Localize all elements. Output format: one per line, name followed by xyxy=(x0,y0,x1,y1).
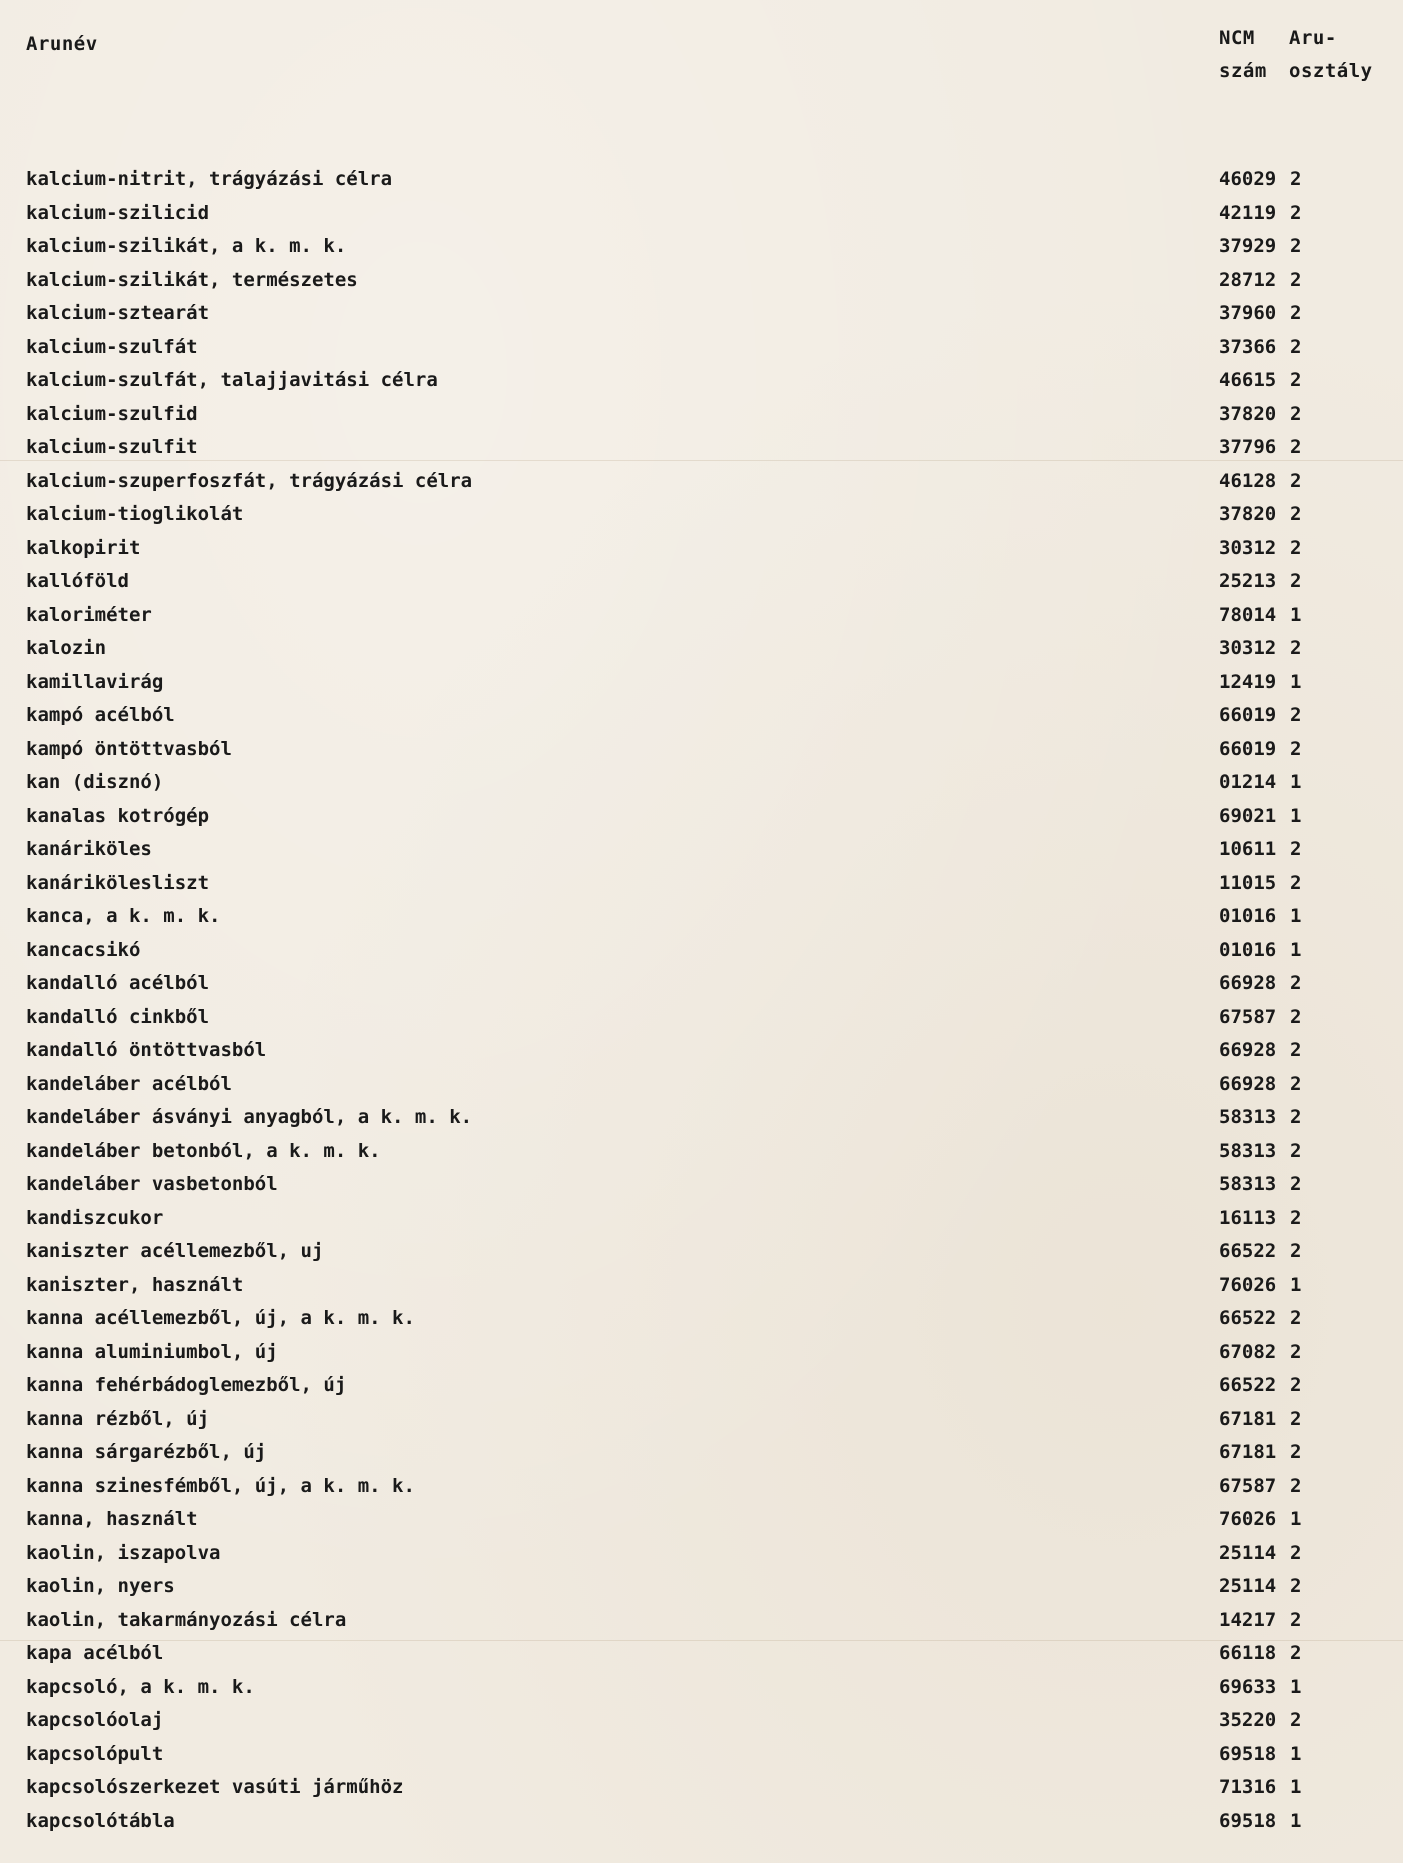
product-name: kaloriméter xyxy=(26,603,152,626)
ncm-number: 67181 xyxy=(1219,1441,1277,1463)
product-name: kampó öntöttvasból xyxy=(26,737,232,760)
product-class: 2 xyxy=(1290,1642,1302,1664)
list-item xyxy=(26,331,1366,365)
list-item xyxy=(26,197,1366,231)
product-class: 2 xyxy=(1290,1474,1302,1497)
product-class: 2 xyxy=(1290,1608,1302,1631)
list-item xyxy=(26,565,1366,599)
ncm-number: 37366 xyxy=(1219,335,1277,358)
product-name: kancacsikó xyxy=(26,938,141,961)
product-name: kalcium-sztearát xyxy=(26,302,210,324)
column-header-ncm-line2: szám xyxy=(1219,60,1267,82)
list-item xyxy=(26,1135,1366,1169)
list-item xyxy=(26,1503,1366,1537)
product-name: kaolin, takarmányozási célra xyxy=(26,1608,347,1631)
product-name: kalcium-szulfid xyxy=(26,402,198,425)
product-name: kandiszcukor xyxy=(26,1206,164,1229)
product-name: kapcsolóolaj xyxy=(26,1709,164,1731)
list-item xyxy=(26,1537,1366,1571)
list-item xyxy=(26,833,1366,867)
ncm-number: 35220 xyxy=(1219,1709,1277,1731)
column-header-class-line2: osztály xyxy=(1289,60,1373,82)
ncm-number: 30312 xyxy=(1219,536,1277,559)
product-name: kandeláber acélból xyxy=(26,1072,232,1095)
list-item xyxy=(26,398,1366,432)
list-item xyxy=(26,1403,1366,1437)
product-class: 2 xyxy=(1290,1307,1302,1329)
product-name: kalcium-szilicid xyxy=(26,201,210,224)
list-item xyxy=(26,1704,1366,1738)
product-class: 2 xyxy=(1290,1240,1302,1262)
ncm-number: 16113 xyxy=(1219,1206,1277,1229)
product-name: kandeláber ásványi anyagból, a k. m. k. xyxy=(26,1106,473,1128)
product-class: 2 xyxy=(1290,972,1302,994)
product-name: kaniszter, használt xyxy=(26,1273,244,1296)
ncm-number: 66522 xyxy=(1219,1374,1277,1396)
ncm-number: 58313 xyxy=(1219,1173,1277,1195)
product-class: 2 xyxy=(1290,235,1302,257)
list-item xyxy=(26,699,1366,733)
ncm-number: 28712 xyxy=(1219,268,1277,291)
product-name: kapa acélból xyxy=(26,1642,164,1664)
product-name: kalcium-szulfát xyxy=(26,335,198,358)
ncm-number: 46615 xyxy=(1219,369,1277,391)
list-item xyxy=(26,1001,1366,1035)
list-item xyxy=(26,1771,1366,1805)
column-header-ncm-line1: NCM xyxy=(1219,27,1255,49)
list-item xyxy=(26,532,1366,566)
product-class: 2 xyxy=(1290,503,1302,525)
ncm-number: 78014 xyxy=(1219,603,1277,626)
list-item xyxy=(26,800,1366,834)
product-name: kandalló öntöttvasból xyxy=(26,1039,267,1061)
product-class: 1 xyxy=(1290,603,1302,626)
list-item xyxy=(26,900,1366,934)
product-class: 2 xyxy=(1290,1407,1302,1430)
product-class: 2 xyxy=(1290,536,1302,559)
list-item xyxy=(26,733,1366,767)
product-name: kalcium-nitrit, trágyázási célra xyxy=(26,168,393,190)
ncm-number: 01016 xyxy=(1219,905,1277,927)
ncm-number: 66928 xyxy=(1219,1072,1277,1095)
product-name: kandeláber betonból, a k. m. k. xyxy=(26,1139,381,1162)
list-item xyxy=(26,1570,1366,1604)
ncm-number: 46128 xyxy=(1219,469,1277,492)
product-class: 2 xyxy=(1290,1206,1302,1229)
ncm-number: 67587 xyxy=(1219,1474,1277,1497)
ncm-number: 10611 xyxy=(1219,838,1277,860)
list-item xyxy=(26,1436,1366,1470)
product-class: 1 xyxy=(1290,1508,1302,1530)
product-name: kapcsolópult xyxy=(26,1742,164,1765)
product-name: kanna aluminiumbol, új xyxy=(26,1340,278,1363)
product-class: 1 xyxy=(1290,938,1302,961)
ncm-number: 69633 xyxy=(1219,1675,1277,1698)
ncm-number: 37820 xyxy=(1219,503,1277,525)
ncm-number: 76026 xyxy=(1219,1273,1277,1296)
product-name: kanna sárgarézből, új xyxy=(26,1441,267,1463)
product-class: 2 xyxy=(1290,469,1302,492)
product-name: kalcium-tioglikolát xyxy=(26,503,244,525)
ncm-number: 58313 xyxy=(1219,1139,1277,1162)
list-item xyxy=(26,1637,1366,1671)
list-item xyxy=(26,230,1366,264)
list-item xyxy=(26,1302,1366,1336)
ncm-number: 37820 xyxy=(1219,402,1277,425)
product-class: 2 xyxy=(1290,1072,1302,1095)
ncm-number: 69021 xyxy=(1219,804,1277,827)
ncm-number: 66118 xyxy=(1219,1642,1277,1664)
list-item xyxy=(26,1470,1366,1504)
ncm-number: 14217 xyxy=(1219,1608,1277,1631)
product-name: kanca, a k. m. k. xyxy=(26,905,221,927)
product-class: 1 xyxy=(1290,1675,1302,1698)
product-class: 2 xyxy=(1290,838,1302,860)
ncm-number: 66019 xyxy=(1219,704,1277,726)
product-name: kanalas kotrógép xyxy=(26,804,210,827)
product-name: kandalló cinkből xyxy=(26,1005,210,1028)
product-class: 2 xyxy=(1290,1374,1302,1396)
product-name: kapcsolószerkezet vasúti járműhöz xyxy=(26,1776,404,1798)
list-item xyxy=(26,297,1366,331)
product-class: 1 xyxy=(1290,804,1302,827)
column-header-class-line1: Aru- xyxy=(1289,27,1337,49)
product-name: kandeláber vasbetonból xyxy=(26,1173,278,1195)
ncm-number: 25114 xyxy=(1219,1575,1277,1597)
ncm-number: 69518 xyxy=(1219,1809,1277,1832)
list-item xyxy=(26,1604,1366,1638)
list-item xyxy=(26,498,1366,532)
list-item xyxy=(26,599,1366,633)
product-name: kaolin, iszapolva xyxy=(26,1541,221,1564)
ncm-number: 42119 xyxy=(1219,201,1277,224)
product-class: 2 xyxy=(1290,871,1302,894)
ncm-number: 46029 xyxy=(1219,168,1277,190)
product-class: 1 xyxy=(1290,1273,1302,1296)
list-item xyxy=(26,1202,1366,1236)
product-class: 1 xyxy=(1290,905,1302,927)
product-class: 2 xyxy=(1290,402,1302,425)
ncm-number: 66522 xyxy=(1219,1307,1277,1329)
product-list xyxy=(26,163,1366,1838)
list-item xyxy=(26,1269,1366,1303)
ncm-number: 30312 xyxy=(1219,637,1277,659)
product-class: 2 xyxy=(1290,704,1302,726)
list-item xyxy=(26,1235,1366,1269)
product-class: 2 xyxy=(1290,1039,1302,1061)
ncm-number: 66522 xyxy=(1219,1240,1277,1262)
product-name: kapcsolótábla xyxy=(26,1809,175,1832)
ncm-number: 25213 xyxy=(1219,570,1277,592)
list-item xyxy=(26,1168,1366,1202)
product-name: kalcium-szulfit xyxy=(26,436,198,458)
product-name: kanna rézből, új xyxy=(26,1407,210,1430)
ncm-number: 58313 xyxy=(1219,1106,1277,1128)
product-class: 2 xyxy=(1290,1541,1302,1564)
list-item xyxy=(26,934,1366,968)
ncm-number: 76026 xyxy=(1219,1508,1277,1530)
product-name: kalkopirit xyxy=(26,536,141,559)
product-name: kamillavirág xyxy=(26,670,164,693)
product-name: kalcium-szulfát, talajjavitási célra xyxy=(26,369,438,391)
product-class: 1 xyxy=(1290,1776,1302,1798)
product-name: kampó acélból xyxy=(26,704,175,726)
product-class: 2 xyxy=(1290,369,1302,391)
list-item xyxy=(26,1671,1366,1705)
product-name: kalcium-szuperfoszfát, trágyázási célra xyxy=(26,469,473,492)
product-name: kandalló acélból xyxy=(26,972,210,994)
product-name: kapcsoló, a k. m. k. xyxy=(26,1675,255,1698)
product-name: kalcium-szilikát, a k. m. k. xyxy=(26,235,347,257)
product-class: 1 xyxy=(1290,771,1302,793)
product-class: 2 xyxy=(1290,1005,1302,1028)
list-item xyxy=(26,632,1366,666)
product-name: kanna acéllemezből, új, a k. m. k. xyxy=(26,1307,415,1329)
product-name: kanna, használt xyxy=(26,1508,198,1530)
list-item xyxy=(26,1101,1366,1135)
ncm-number: 66928 xyxy=(1219,1039,1277,1061)
product-name: kaolin, nyers xyxy=(26,1575,175,1597)
product-name: kanna szinesfémből, új, a k. m. k. xyxy=(26,1474,415,1497)
list-item xyxy=(26,1805,1366,1839)
ncm-number: 37796 xyxy=(1219,436,1277,458)
ncm-number: 37929 xyxy=(1219,235,1277,257)
list-item xyxy=(26,1336,1366,1370)
product-class: 2 xyxy=(1290,1139,1302,1162)
product-class: 2 xyxy=(1290,1575,1302,1597)
product-class: 2 xyxy=(1290,1106,1302,1128)
product-class: 2 xyxy=(1290,335,1302,358)
ncm-number: 67587 xyxy=(1219,1005,1277,1028)
product-class: 1 xyxy=(1290,1742,1302,1765)
product-name: kallóföld xyxy=(26,570,129,592)
product-name: kalozin xyxy=(26,637,107,659)
product-class: 2 xyxy=(1290,436,1302,458)
ncm-number: 71316 xyxy=(1219,1776,1277,1798)
product-class: 2 xyxy=(1290,302,1302,324)
product-class: 2 xyxy=(1290,1441,1302,1463)
list-item xyxy=(26,867,1366,901)
ncm-number: 67181 xyxy=(1219,1407,1277,1430)
list-item xyxy=(26,1369,1366,1403)
product-class: 2 xyxy=(1290,570,1302,592)
product-class: 2 xyxy=(1290,1340,1302,1363)
ncm-number: 37960 xyxy=(1219,302,1277,324)
ncm-number: 69518 xyxy=(1219,1742,1277,1765)
product-name: kanna fehérbádoglemezből, új xyxy=(26,1374,347,1396)
product-class: 1 xyxy=(1290,1809,1302,1832)
list-item xyxy=(26,364,1366,398)
product-class: 2 xyxy=(1290,1709,1302,1731)
list-item xyxy=(26,967,1366,1001)
product-class: 2 xyxy=(1290,201,1302,224)
product-name: kanáriköles xyxy=(26,838,152,860)
list-item xyxy=(26,264,1366,298)
ncm-number: 25114 xyxy=(1219,1541,1277,1564)
ncm-number: 12419 xyxy=(1219,670,1277,693)
product-name: kan (disznó) xyxy=(26,771,164,793)
product-class: 2 xyxy=(1290,637,1302,659)
list-item xyxy=(26,163,1366,197)
product-class: 2 xyxy=(1290,168,1302,190)
column-header-name: Arunév xyxy=(26,33,98,55)
product-name: kanárikölesliszt xyxy=(26,871,210,894)
list-item xyxy=(26,1034,1366,1068)
product-name: kalcium-szilikát, természetes xyxy=(26,268,358,291)
list-item xyxy=(26,1738,1366,1772)
ncm-number: 66928 xyxy=(1219,972,1277,994)
ncm-number: 01214 xyxy=(1219,771,1277,793)
product-class: 1 xyxy=(1290,670,1302,693)
product-class: 2 xyxy=(1290,1173,1302,1195)
product-name: kaniszter acéllemezből, uj xyxy=(26,1240,324,1262)
ncm-number: 11015 xyxy=(1219,871,1277,894)
list-item xyxy=(26,1068,1366,1102)
ncm-number: 67082 xyxy=(1219,1340,1277,1363)
list-item xyxy=(26,465,1366,499)
ncm-number: 01016 xyxy=(1219,938,1277,961)
product-class: 2 xyxy=(1290,268,1302,291)
ncm-number: 66019 xyxy=(1219,737,1277,760)
product-class: 2 xyxy=(1290,737,1302,760)
list-item xyxy=(26,666,1366,700)
list-item xyxy=(26,431,1366,465)
list-item xyxy=(26,766,1366,800)
